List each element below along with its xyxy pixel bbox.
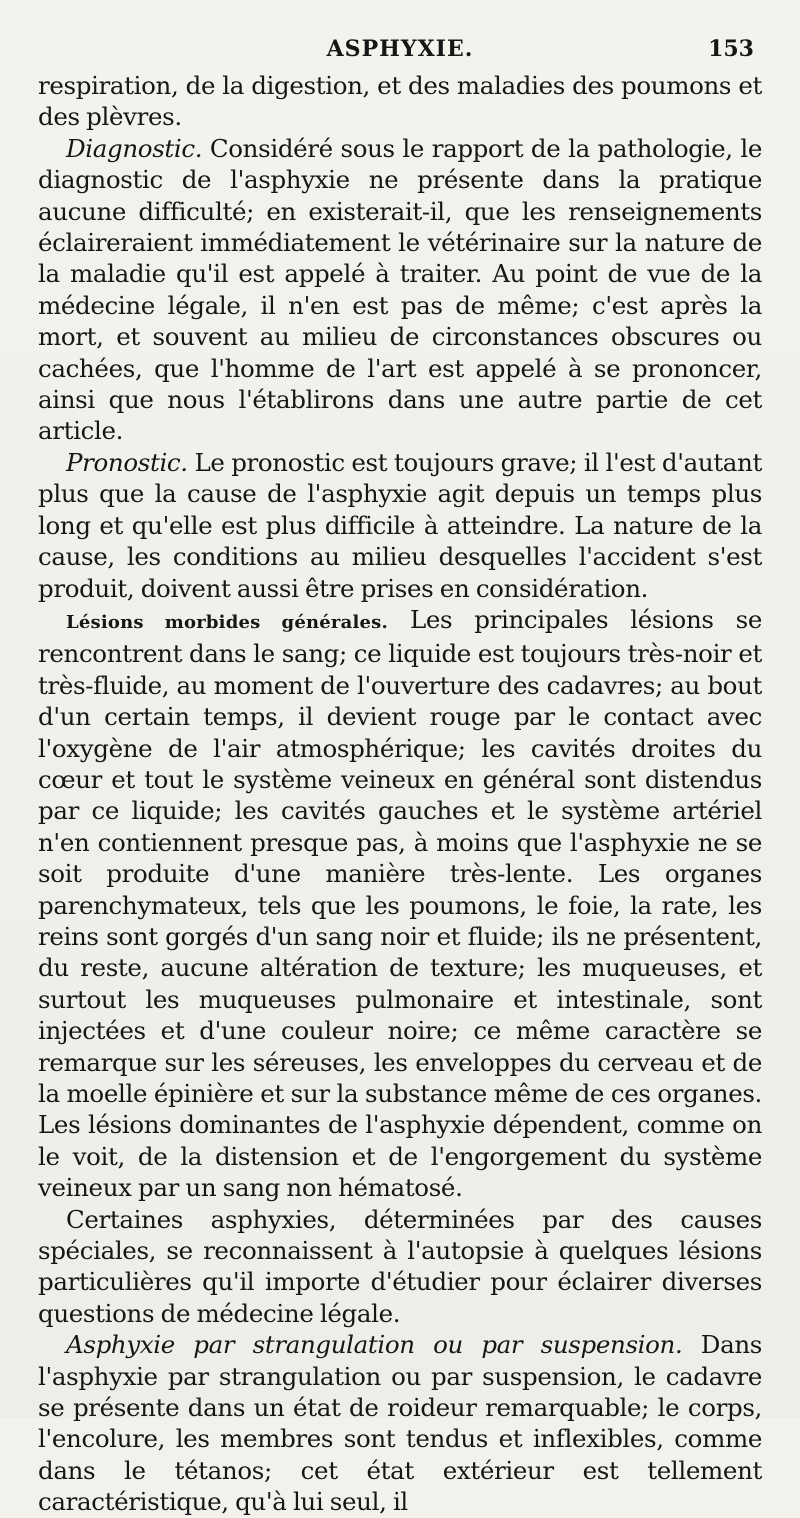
paragraph-text: respiration, de la digestion, et des maladies des poumons et des plèvres.: [38, 71, 762, 132]
paragraph-text: Le pronostic est toujours grave; il l'est d'autant plus que la cause de l'asphyxie agit depuis un temps plus long et qu'elle est plus difficile à atteindre. La nature de la cause, les conditions au milieu desquelles l'accident s'est produit, doivent aussi être prises en considération.: [38, 447, 762, 603]
paragraph-continuation: [38, 70, 762, 133]
section-lead-pronostic: Pronostic.: [66, 447, 188, 477]
section-lead-lesions: Lésions morbides générales.: [66, 611, 388, 633]
section-lead-strangulation: Asphyxie par strangulation ou par suspension.: [66, 1330, 683, 1360]
body-text: [38, 70, 762, 1518]
running-head: [38, 30, 762, 70]
page-number: 153: [708, 36, 754, 62]
paragraph-strangulation: [38, 1329, 762, 1517]
paragraph-text: Les principales lésions se rencontrent dans le sang; ce liquide est toujours très-noir et très-fluide, au moment de l'ouverture des cadavres; au bout d'un certain temps, il devient rouge par le contact avec l'oxygène de l'air atmosphérique; les cavités droites du cœur et tout le système veineux en général sont distendus par ce liquide; les cavités gauches et le système artériel n'en contiennent presque pas, à moins que l'asphyxie ne se soit produite d'une manière très-lente. Les organes parenchymateux, tels que les poumons, le foie, la rate, les reins sont gorgés d'un sang noir et fluide; ils ne présentent, du reste, aucune altération de texture; les muqueuses, et surtout les muqueuses pulmonaire et intestinale, sont injectées et d'une couleur noire; ce même caractère se remarque sur les séreuses, les enveloppes du cerveau et de la moelle épinière et sur la substance même de ces organes. Les lésions dominantes de l'asphyxie dépendent, comme on le voit, de la distension et de l'engorgement du système veineux par un sang non hématosé.: [38, 604, 762, 1203]
paragraph-pronostic: [38, 447, 762, 604]
paragraph-text: Dans l'asphyxie par strangulation ou par suspension, le cadavre se présente dans un état de roideur remarquable; le corps, l'encolure, les membres sont tendus et inflexibles, comme dans le tétanos; cet état extérieur est tellement caractéristique, qu'à lui seul, il: [38, 1330, 763, 1517]
paragraph-certaines: [38, 1204, 762, 1330]
section-lead-diagnostic: Diagnostic.: [66, 133, 203, 163]
paragraph-diagnostic: [38, 133, 762, 447]
running-title: ASPHYXIE.: [326, 36, 474, 62]
paragraph-lesions: [38, 604, 762, 1204]
paragraph-text: Certaines asphyxies, déterminées par des causes spéciales, se reconnaissent à l'autopsie à quelques lésions particulières qu'il importe d'étudier pour éclairer diverses questions de médecine légale.: [38, 1204, 762, 1328]
paragraph-text: Considéré sous le rapport de la pathologie, le diagnostic de l'asphyxie ne présente dans la pratique aucune difficulté; en existerait-il, que les renseignements éclaireraient immédiatement le vétérinaire sur la nature de la maladie qu'il est appelé à traiter. Au point de vue de la médecine légale, il n'en est pas de même; c'est après la mort, et souvent au milieu de circonstances obscures ou cachées, que l'homme de l'art est appelé à se prononcer, ainsi que nous l'établirons dans une autre partie de cet article.: [38, 133, 762, 446]
